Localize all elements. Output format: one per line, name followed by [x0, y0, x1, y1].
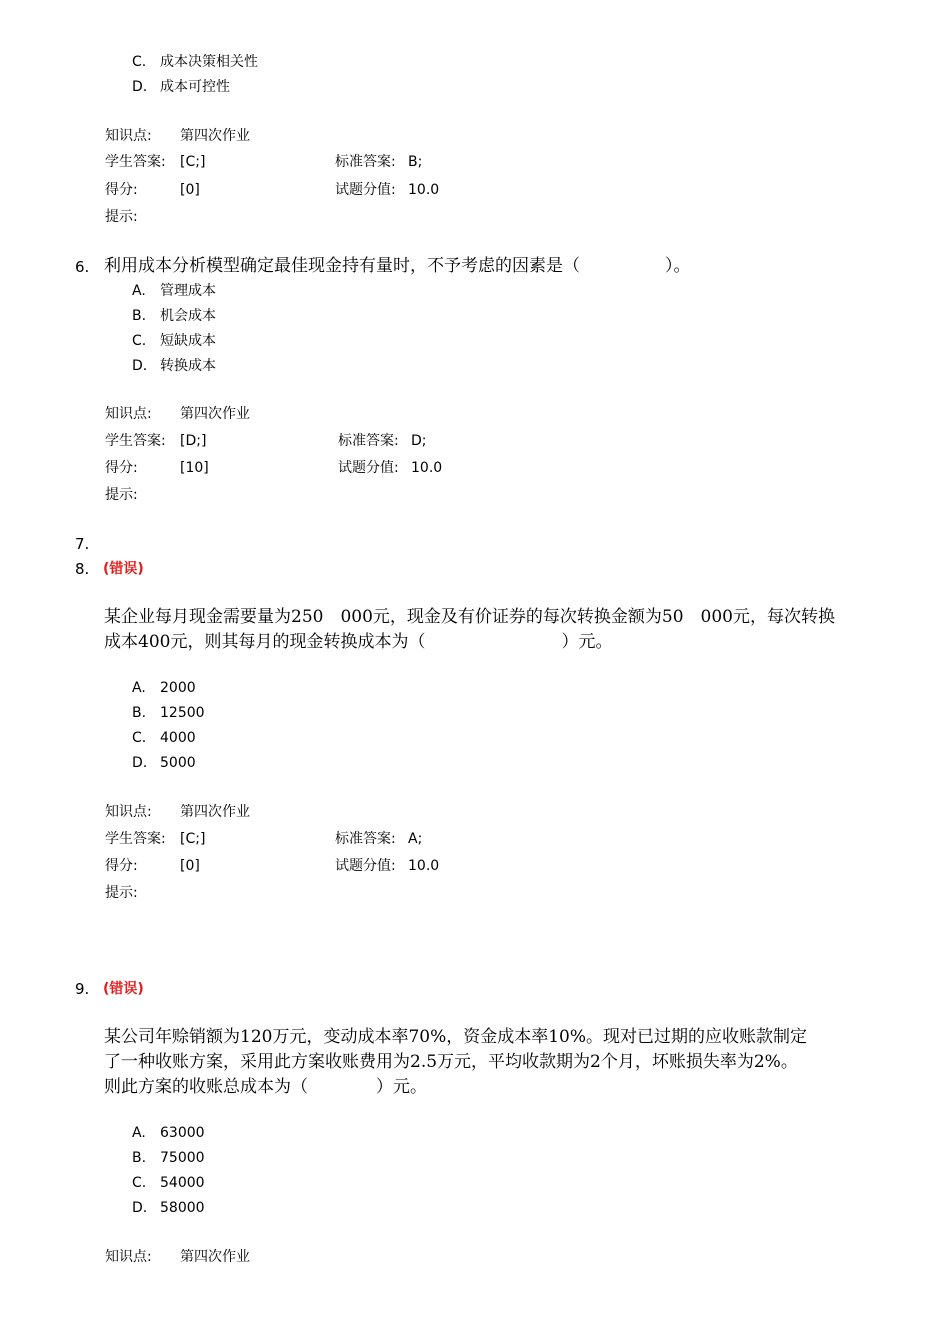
q9-text-line-1: 某公司年赊销额为120万元，变动成本率70%，资金成本率10%。现对已过期的应收账款制定 — [104, 1027, 808, 1047]
q8-score-value: [0] — [180, 858, 200, 874]
q8-value-value: 10.0 — [408, 858, 440, 874]
q9-text-line-3: 则此方案的收账总成本为（ ）元。 — [104, 1077, 427, 1097]
option-text: 转换成本 — [160, 358, 216, 374]
q9-knowledge-value: 第四次作业 — [180, 1249, 250, 1265]
q6-standard-answer-label: 标准答案: — [338, 433, 399, 449]
q7-number: 7. — [75, 535, 90, 553]
option-letter: D. — [132, 755, 148, 771]
q8-option-d — [132, 753, 196, 773]
q6-option-a — [132, 281, 216, 301]
option-text: 成本决策相关性 — [160, 54, 258, 70]
q9-option-d — [132, 1198, 205, 1218]
option-letter: A. — [132, 680, 146, 696]
option-text: 58000 — [160, 1200, 205, 1216]
q5-knowledge-label: 知识点: — [105, 128, 152, 144]
q6-hint-label: 提示: — [105, 487, 138, 503]
q8-status-badge: (错误) — [103, 561, 144, 577]
q5-hint-label: 提示: — [105, 209, 138, 225]
option-text: 63000 — [160, 1125, 205, 1141]
option-letter: C. — [132, 333, 147, 349]
option-text: 机会成本 — [160, 308, 216, 324]
q8-hint-label: 提示: — [105, 885, 138, 901]
option-letter: C. — [132, 54, 147, 70]
option-letter: C. — [132, 730, 147, 746]
q5-option-d — [132, 77, 230, 97]
q5-student-answer-value: [C;] — [180, 154, 206, 170]
option-text: 管理成本 — [160, 283, 216, 299]
q5-value-value: 10.0 — [408, 182, 440, 198]
q6-option-b — [132, 306, 216, 326]
q9-option-b — [132, 1148, 205, 1168]
option-letter: B. — [132, 1150, 147, 1166]
option-letter: C. — [132, 1175, 147, 1191]
q8-option-a — [132, 678, 196, 698]
q9-text-line-2: 了一种收账方案，采用此方案收账费用为2.5万元，平均收款期为2个月，坏账损失率为2%。 — [104, 1052, 798, 1072]
q6-value-label: 试题分值: — [338, 460, 399, 476]
q6-knowledge-label: 知识点: — [105, 406, 152, 422]
q9-option-c — [132, 1173, 205, 1193]
q8-standard-answer-value: A; — [408, 831, 423, 847]
q8-student-answer-value: [C;] — [180, 831, 206, 847]
q6-student-answer-label: 学生答案: — [105, 433, 166, 449]
option-text: 75000 — [160, 1150, 205, 1166]
q8-number: 8. — [75, 560, 90, 578]
q5-option-c — [132, 52, 258, 72]
q6-text: 利用成本分析模型确定最佳现金持有量时，不予考虑的因素是（ ）。 — [104, 256, 691, 276]
q8-knowledge-label: 知识点: — [105, 804, 152, 820]
option-letter: A. — [132, 1125, 146, 1141]
option-text: 短缺成本 — [160, 333, 216, 349]
q9-knowledge-label: 知识点: — [105, 1249, 152, 1265]
q6-value-value: 10.0 — [411, 460, 443, 476]
option-text: 2000 — [160, 680, 196, 696]
q5-student-answer-label: 学生答案: — [105, 154, 166, 170]
q9-option-a — [132, 1123, 205, 1143]
q5-score-value: [0] — [180, 182, 200, 198]
q9-status-badge: (错误) — [103, 981, 144, 997]
option-letter: D. — [132, 358, 148, 374]
q5-standard-answer-label: 标准答案: — [335, 154, 396, 170]
q8-knowledge-value: 第四次作业 — [180, 804, 250, 820]
q6-student-answer-value: [D;] — [180, 433, 207, 449]
q5-standard-answer-value: B; — [408, 154, 423, 170]
q8-text-line-2: 成本400元，则其每月的现金转换成本为（ ）元。 — [104, 632, 613, 652]
q6-standard-answer-value: D; — [411, 433, 427, 449]
option-text: 12500 — [160, 705, 205, 721]
q8-standard-answer-label: 标准答案: — [335, 831, 396, 847]
option-letter: A. — [132, 283, 146, 299]
option-letter: B. — [132, 705, 147, 721]
q5-knowledge-value: 第四次作业 — [180, 128, 250, 144]
option-letter: D. — [132, 79, 148, 95]
q5-score-label: 得分: — [105, 182, 138, 198]
q8-score-label: 得分: — [105, 858, 138, 874]
q8-option-b — [132, 703, 205, 723]
q5-value-label: 试题分值: — [335, 182, 396, 198]
option-text: 54000 — [160, 1175, 205, 1191]
q6-score-value: [10] — [180, 460, 209, 476]
q8-option-c — [132, 728, 196, 748]
q9-number: 9. — [75, 980, 90, 998]
q8-value-label: 试题分值: — [335, 858, 396, 874]
option-letter: D. — [132, 1200, 148, 1216]
option-text: 成本可控性 — [160, 79, 230, 95]
option-text: 4000 — [160, 730, 196, 746]
q6-option-c — [132, 331, 216, 351]
option-text: 5000 — [160, 755, 196, 771]
q6-knowledge-value: 第四次作业 — [180, 406, 250, 422]
q8-text-line-1: 某企业每月现金需要量为250 000元，现金及有价证券的每次转换金额为50 000元，每次转换 — [104, 607, 835, 627]
option-letter: B. — [132, 308, 147, 324]
q6-score-label: 得分: — [105, 460, 138, 476]
q6-option-d — [132, 356, 216, 376]
q6-number: 6. — [75, 258, 90, 276]
q8-student-answer-label: 学生答案: — [105, 831, 166, 847]
